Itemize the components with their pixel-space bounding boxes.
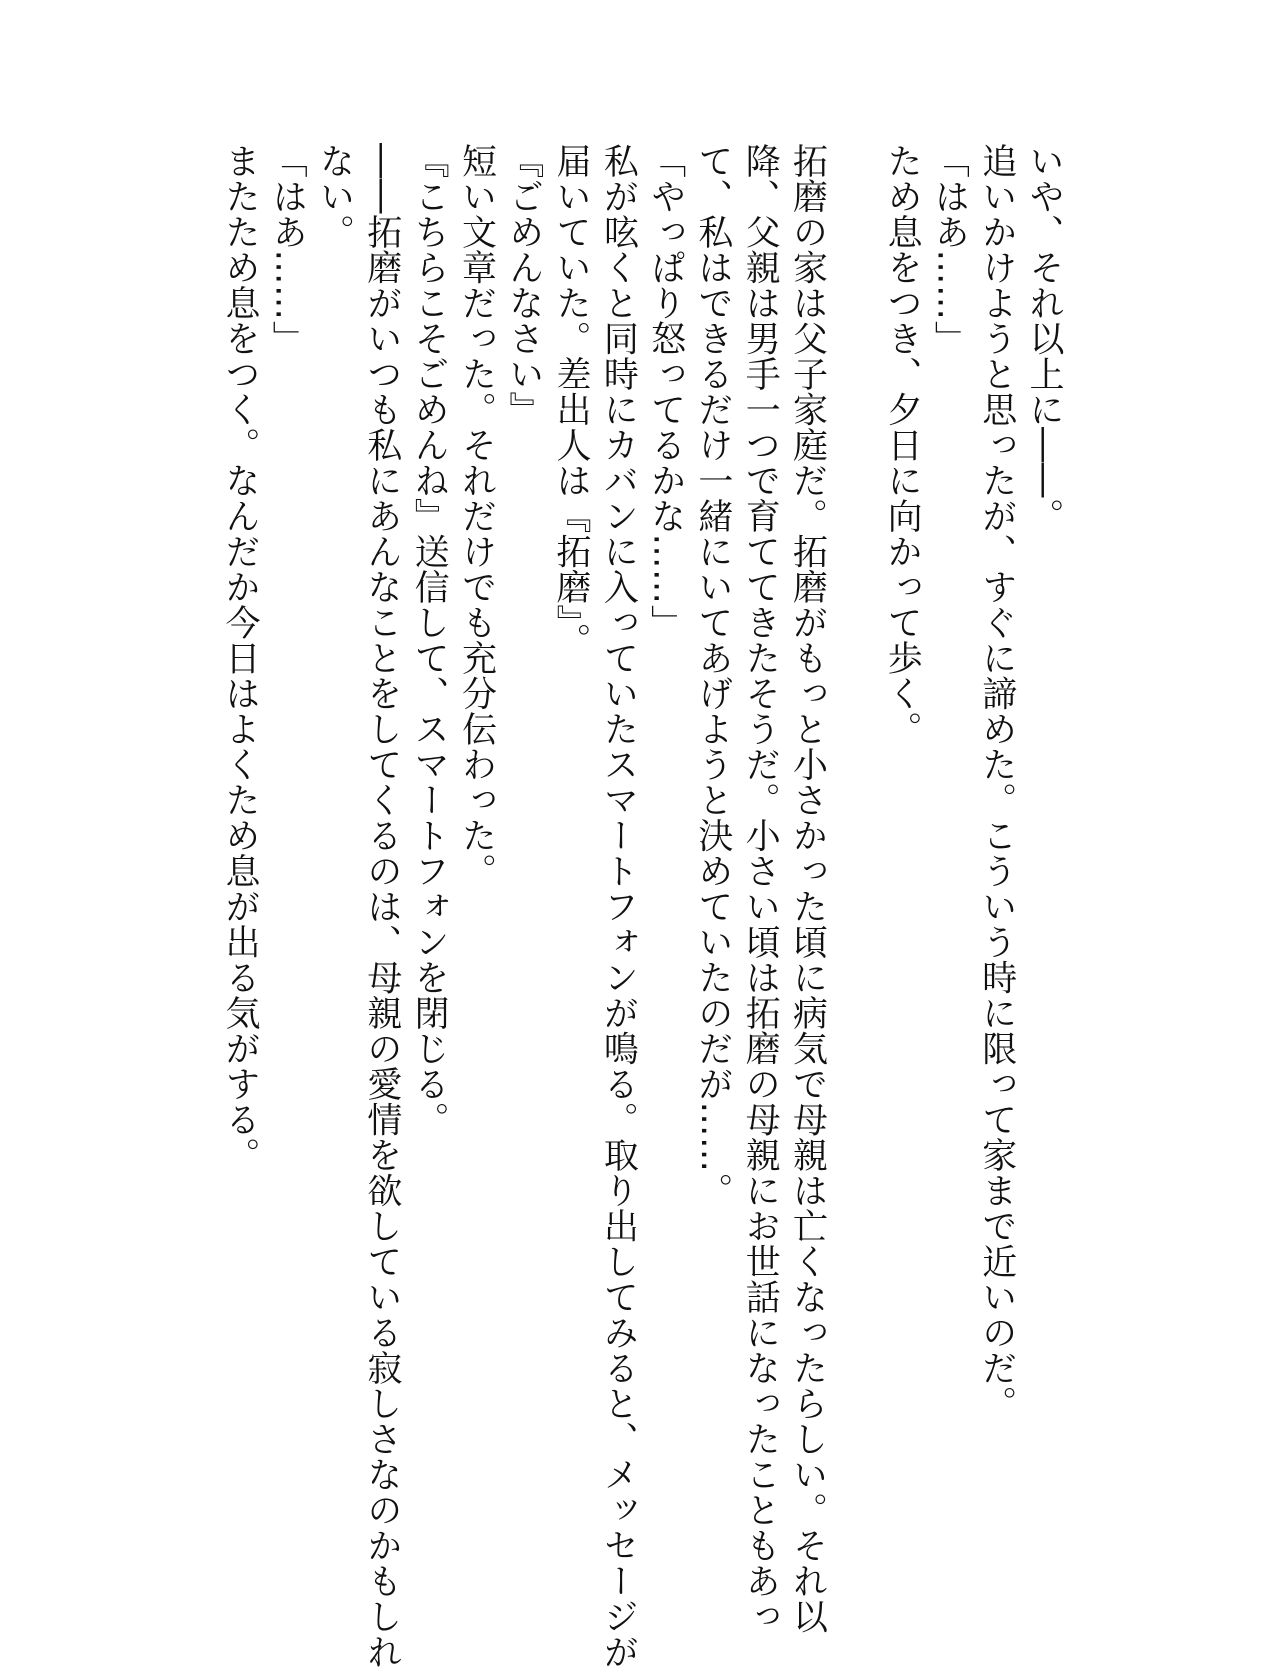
text-line: またため息をつく。なんだか今日はよくため息が出る気がする。: [219, 143, 260, 1173]
text-line: 拓磨の家は父子家庭だ。拓磨がもっと小さかった頃に病気で母親は亡くなったらしい。それ以: [787, 143, 828, 1634]
text-line: 届いていた。差出人は『拓磨』。: [551, 143, 592, 658]
text-line: 追いかけようと思ったが、すぐに諦めた。こういう時に限って家まで近いのだ。: [976, 143, 1017, 1421]
text-line: いや、それ以上に――。: [1024, 143, 1064, 534]
text-line: ――拓磨がいつも私にあんなことをしてくるのは、母親の愛情を欲している寂しさなのかもしれ: [361, 143, 402, 1670]
text-line: 『こちらこそごめんね』送信して、スマートフォンを閉じる。: [409, 143, 450, 1137]
text-line: 私が呟くと同時にカバンに入っていたスマートフォンが鳴る。取り出してみると、メッセージが: [598, 143, 639, 1670]
text-line: ない。: [314, 143, 355, 250]
text-line: て、私はできるだけ一緒にいてあげようと決めていたのだが……。: [692, 143, 733, 1208]
text-line: 「はあ……」: [267, 143, 308, 356]
text-line: ため息をつき、夕日に向かって歩く。: [882, 143, 923, 747]
text-line: 「やっぱり怒ってるかな……」: [645, 143, 686, 640]
blank-line: [831, 143, 878, 1523]
text-line: 「はあ……」: [929, 143, 970, 356]
text-line: 降、父親は男手一つで育ててきたそうだ。小さい頃は拓磨の母親にお世話になったこともあっ: [740, 143, 781, 1634]
vertical-text-body: [216, 143, 1067, 1670]
text-line: 『ごめんなさい』: [503, 143, 544, 427]
text-line: 短い文章だった。それだけでも充分伝わった。: [456, 143, 497, 889]
